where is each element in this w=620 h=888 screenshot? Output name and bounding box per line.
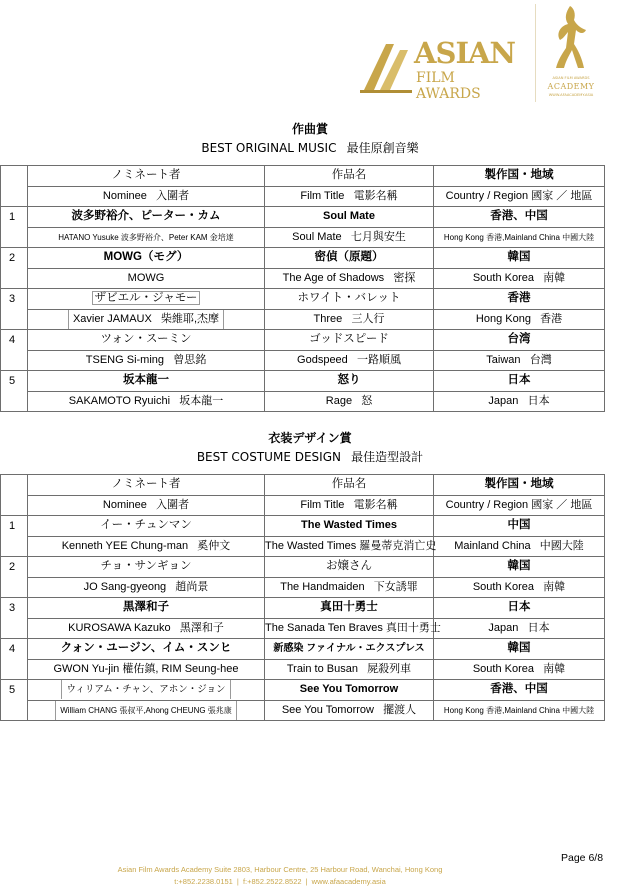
nominee-jp: イー・チュンマン (28, 516, 265, 537)
table-header-row (1, 186, 605, 207)
logo-mark-icon (360, 40, 412, 94)
academy-small-top: ASIAN FILM AWARDS (552, 76, 590, 80)
country-jp: 香港 (434, 289, 605, 310)
section-title-zh: 最佳原創音樂 (346, 141, 419, 155)
film-en: The Sanada Ten Braves 真田十勇士 (265, 618, 434, 639)
country-jp: 日本 (434, 598, 605, 619)
country-jp: 日本 (434, 371, 605, 392)
film-jp: ゴッドスピード (265, 330, 434, 351)
table-row (1, 536, 605, 557)
header-country-jp: 製作国・地域 (434, 166, 605, 187)
row-number: 1 (1, 207, 28, 248)
country-jp: 台湾 (434, 330, 605, 351)
nominee-jp: MOWG（モグ） (28, 248, 265, 269)
nominee-en: HATANO Yusuke 波多野裕介、Peter KAM 金培達 (28, 227, 265, 248)
header-nominee-jp: ノミネート者 (28, 166, 265, 187)
film-en: Train to Busan 屍殺列車 (265, 659, 434, 680)
film-jp: 新感染 ファイナル・エクスプレス (265, 639, 434, 660)
country-en: Japan 日本 (434, 391, 605, 412)
table-row (1, 248, 605, 269)
header-nominee-en: Nominee 入圍者 (28, 186, 265, 207)
country-en: Hong Kong 香港,Mainland China 中國大陸 (434, 700, 605, 721)
academy-logo (535, 4, 604, 102)
film-jp: Soul Mate (265, 207, 434, 228)
nominee-en: Xavier JAMAUX 柴維耶,杰摩 (28, 309, 265, 330)
header-country-en: Country / Region 國家 ／ 地區 (434, 186, 605, 207)
footer-address: Asian Film Awards Academy Suite 2803, Harbour Centre, 25 Harbour Road, Wanchai, Hong Kong (117, 865, 443, 874)
section-title-en: BEST ORIGINAL MUSIC (201, 141, 337, 155)
header-number-cell (1, 475, 28, 516)
table-row (1, 700, 605, 721)
header-country-en: Country / Region 國家 ／ 地區 (434, 495, 605, 516)
film-en: Three 三人行 (265, 309, 434, 330)
nominee-jp: 黒澤和子 (28, 598, 265, 619)
row-number: 3 (1, 289, 28, 330)
table-row (1, 330, 605, 351)
nominee-jp: ツォン・スーミン (28, 330, 265, 351)
film-en: The Age of Shadows 密探 (265, 268, 434, 289)
country-jp: 韓国 (434, 248, 605, 269)
table-row (1, 557, 605, 578)
table-row (1, 207, 605, 228)
country-jp: 中国 (434, 516, 605, 537)
film-en: The Wasted Times 羅曼蒂克消亡史 (265, 536, 434, 557)
nominee-en: JO Sang-gyeong 趙尚景 (28, 577, 265, 598)
table-header-row (1, 166, 605, 187)
header-film-en: Film Title 電影名稱 (265, 495, 434, 516)
header-country-jp: 製作国・地域 (434, 475, 605, 496)
nominee-jp: 坂本龍一 (28, 371, 265, 392)
logo-text-asian: ASIAN (414, 36, 516, 70)
section-title-zh: 最佳造型設計 (351, 450, 424, 464)
film-jp: 密偵（原題） (265, 248, 434, 269)
nominee-jp: チョ・サンギョン (28, 557, 265, 578)
table-row (1, 268, 605, 289)
section-title-en: BEST COSTUME DESIGN (196, 450, 341, 464)
section-title-en-line (0, 138, 620, 157)
country-en: Taiwan 台灣 (434, 350, 605, 371)
country-jp: 韓国 (434, 557, 605, 578)
row-number: 1 (1, 516, 28, 557)
table-row (1, 516, 605, 537)
section-title-jp: 衣装デザイン賞 (268, 431, 352, 445)
header-film-jp: 作品名 (265, 475, 434, 496)
country-jp: 香港、中国 (434, 680, 605, 701)
row-number: 4 (1, 639, 28, 680)
table-row (1, 577, 605, 598)
header-film-en: Film Title 電影名稱 (265, 186, 434, 207)
table-row (1, 391, 605, 412)
film-en: Rage 怒 (265, 391, 434, 412)
table-row (1, 289, 605, 310)
table-row (1, 350, 605, 371)
country-jp: 香港、中国 (434, 207, 605, 228)
table-row (1, 227, 605, 248)
header-nominee-jp: ノミネート者 (28, 475, 265, 496)
section-title-costume (0, 430, 620, 466)
row-number: 4 (1, 330, 28, 371)
country-en: South Korea 南韓 (434, 268, 605, 289)
country-en: Japan 日本 (434, 618, 605, 639)
header-film-jp: 作品名 (265, 166, 434, 187)
nominee-jp: クォン・ユージン、イム・スンヒ (28, 639, 265, 660)
table-row (1, 371, 605, 392)
section-title-music (0, 121, 620, 157)
film-jp: お嬢さん (265, 557, 434, 578)
header-nominee-en: Nominee 入圍者 (28, 495, 265, 516)
academy-name: ACADEMY (547, 82, 595, 91)
nominee-en: TSENG Si-ming 曾思銘 (28, 350, 265, 371)
country-en: South Korea 南韓 (434, 577, 605, 598)
table-row (1, 639, 605, 660)
row-number: 3 (1, 598, 28, 639)
film-jp: 真田十勇士 (265, 598, 434, 619)
nominee-jp: ウィリアム・チャン、アホン・ジョン (28, 680, 265, 701)
row-number: 5 (1, 680, 28, 721)
section-title-en-line (0, 447, 620, 466)
nominee-en: SAKAMOTO Ryuichi 坂本龍一 (28, 391, 265, 412)
page-number: Page 6/8 (561, 852, 604, 864)
table-row (1, 680, 605, 701)
country-en: South Korea 南韓 (434, 659, 605, 680)
country-en: Mainland China 中國大陸 (434, 536, 605, 557)
film-jp: The Wasted Times (265, 516, 434, 537)
table-row (1, 618, 605, 639)
header-number-cell (1, 166, 28, 207)
row-number: 5 (1, 371, 28, 412)
nominees-table-music (0, 165, 605, 412)
nominee-jp: 波多野裕介、ピーター・カム (28, 207, 265, 228)
table-row (1, 598, 605, 619)
statue-figure-icon (550, 4, 590, 72)
country-jp: 韓国 (434, 639, 605, 660)
table-header-row (1, 495, 605, 516)
country-en: Hong Kong 香港,Mainland China 中國大陸 (434, 227, 605, 248)
country-en: Hong Kong 香港 (434, 309, 605, 330)
footer-contact: t:+852.2238.0151 | f:+852.2522.8522 | www.afaacademy.asia (174, 877, 386, 886)
film-jp: See You Tomorrow (265, 680, 434, 701)
nominees-table-costume (0, 474, 605, 721)
film-en: The Handmaiden 下女誘罪 (265, 577, 434, 598)
film-en: See You Tomorrow 擺渡人 (265, 700, 434, 721)
logo-text-film-awards: FILM AWARDS (416, 70, 481, 102)
film-en: Soul Mate 七月與安生 (265, 227, 434, 248)
nominee-en: MOWG (28, 268, 265, 289)
film-en: Godspeed 一路順風 (265, 350, 434, 371)
row-number: 2 (1, 557, 28, 598)
film-jp: ホワイト・バレット (265, 289, 434, 310)
table-row (1, 309, 605, 330)
academy-url: WWW.AFAACADEMY.ASIA (548, 93, 594, 97)
table-row (1, 659, 605, 680)
nominee-en: GWON Yu-jin 權佑鎮, RIM Seung-hee (28, 659, 265, 680)
nominee-en: KUROSAWA Kazuko 黑澤和子 (28, 618, 265, 639)
asian-film-awards-logo (360, 36, 516, 102)
film-jp: 怒り (265, 371, 434, 392)
nominee-en: William CHANG 張叔平,Ahong CHEUNG 張兆康 (28, 700, 265, 721)
nominee-en: Kenneth YEE Chung-man 奚仲文 (28, 536, 265, 557)
row-number: 2 (1, 248, 28, 289)
section-title-jp: 作曲賞 (291, 122, 328, 136)
table-header-row (1, 475, 605, 496)
nominee-jp: ザビエル・ジャモー (28, 289, 265, 310)
